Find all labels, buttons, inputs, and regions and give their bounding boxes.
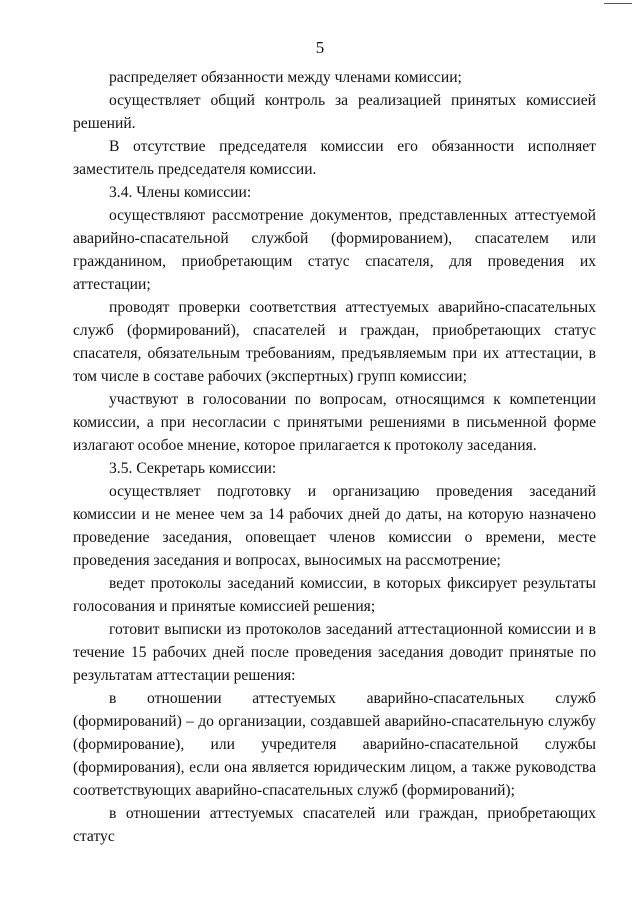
section-heading: 3.4. Члены комиссии:	[109, 184, 252, 201]
paragraph: проводят проверки соответствия аттестуемых аварийно-спасательных служб (формирований), спасателей и граждан, приобретающих статус спасателя, обязательным требованиям, предъявляемым при их аттестации, в том числе в составе рабочих (экспертных) групп комиссии;	[73, 299, 596, 385]
paragraph: осуществляют рассмотрение документов, представленных аттестуемой аварийно-спасательной службой (формированием), спасателем или гражданином, приобретающим статус спасателя, для проведения их аттестации;	[73, 207, 596, 293]
paragraph: осуществляет общий контроль за реализацией принятых комиссией решений.	[73, 92, 596, 132]
paragraph: В отсутствие председателя комиссии его обязанности исполняет заместитель председателя комиссии.	[73, 138, 596, 178]
paragraph: в отношении аттестуемых спасателей или граждан, приобретающих статус	[73, 805, 596, 845]
section-heading: 3.5. Секретарь комиссии:	[109, 460, 277, 477]
paragraph: участвуют в голосовании по вопросам, относящимся к компетенции комиссии, а при несогласии с принятыми решениями в письменной форме излагают особое мнение, которое прилагается к протоколу заседания.	[73, 391, 596, 454]
paragraph: осуществляет подготовку и организацию проведения заседаний комиссии и не менее чем за 14 рабочих дней до даты, на которую назначено проведение заседания, оповещает членов комиссии о времени, месте проведения заседания и вопросах, выносимых на рассмотрение;	[73, 483, 596, 569]
paragraph: в отношении аттестуемых аварийно-спасательных служб (формирований) – до организации, создавшей аварийно-спасательную службу (формирование), или учредителя аварийно-спасательной службы (формирования), если она является юридическим лицом, а также руководства соответствующих аварийно-спасательных служб (формирований);	[73, 690, 596, 799]
paragraph: ведет протоколы заседаний комиссии, в которых фиксирует результаты голосования и принятые комиссией решения;	[73, 575, 596, 615]
document-body	[73, 66, 596, 848]
page-number: 5	[315, 38, 325, 57]
paragraph: готовит выписки из протоколов заседаний аттестационной комиссии и в течение 15 рабочих дней после проведения заседания доводит принятые по результатам аттестации решения:	[73, 621, 596, 684]
corner-scan-mark	[604, 3, 632, 4]
paragraph: распределяет обязанности между членами комиссии;	[109, 69, 462, 86]
